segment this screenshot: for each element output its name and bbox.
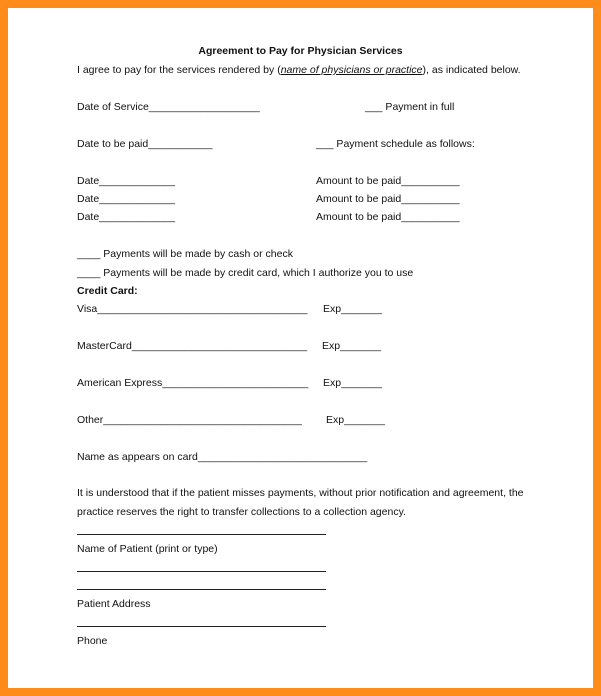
date-of-service-field[interactable]: Date of Service___________________ xyxy=(77,101,260,113)
amex-number-field[interactable]: American Express_________________________ xyxy=(77,377,309,389)
schedule-date-field[interactable]: Date_____________ xyxy=(77,211,176,223)
visa-number-field[interactable]: Visa____________________________________ xyxy=(77,303,308,315)
patient-name-signature-line[interactable] xyxy=(77,534,326,535)
intro-emphasis: name of physicians or practice xyxy=(280,64,423,76)
mastercard-number-field[interactable]: MasterCard______________________________ xyxy=(77,340,308,352)
payment-in-full-option[interactable]: ___ Payment in full xyxy=(365,101,455,113)
schedule-amount-field[interactable]: Amount to be paid__________ xyxy=(316,193,460,205)
name-on-card-field[interactable]: Name as appears on card_____________________________ xyxy=(77,451,368,463)
address-line-1[interactable] xyxy=(77,571,326,572)
intro-after: ), as indicated below. xyxy=(422,64,521,76)
document-page xyxy=(8,8,593,688)
document-title: Agreement to Pay for Physician Services xyxy=(198,45,403,57)
visa-exp-field[interactable]: Exp_______ xyxy=(323,303,382,315)
credit-card-heading: Credit Card: xyxy=(77,285,138,297)
credit-card-option[interactable]: ____ Payments will be made by credit card, which I authorize you to use xyxy=(77,267,414,279)
date-to-be-paid-field[interactable]: Date to be paid___________ xyxy=(77,138,213,150)
schedule-amount-field[interactable]: Amount to be paid__________ xyxy=(316,211,460,223)
schedule-date-field[interactable]: Date_____________ xyxy=(77,175,176,187)
payment-schedule-option[interactable]: ___ Payment schedule as follows: xyxy=(316,138,475,150)
intro-text xyxy=(77,64,521,77)
address-line-2[interactable] xyxy=(77,589,326,590)
amex-exp-field[interactable]: Exp_______ xyxy=(323,377,382,389)
schedule-date-field[interactable]: Date_____________ xyxy=(77,193,176,205)
other-card-number-field[interactable]: Other__________________________________ xyxy=(77,414,302,426)
cash-or-check-option[interactable]: ____ Payments will be made by cash or check xyxy=(77,248,293,260)
understanding-text-line-1: It is understood that if the patient misses payments, without prior notification and agreement, the xyxy=(77,487,524,499)
understanding-text-line-2: practice reserves the right to transfer collections to a collection agency. xyxy=(77,506,406,518)
schedule-amount-field[interactable]: Amount to be paid__________ xyxy=(316,175,460,187)
mastercard-exp-field[interactable]: Exp_______ xyxy=(322,340,381,352)
intro-before: I agree to pay for the services rendered by ( xyxy=(77,64,281,76)
patient-address-label: Patient Address xyxy=(77,598,151,610)
name-of-patient-label: Name of Patient (print or type) xyxy=(77,543,218,555)
phone-line[interactable] xyxy=(77,626,326,627)
other-card-exp-field[interactable]: Exp_______ xyxy=(326,414,385,426)
phone-label: Phone xyxy=(77,635,108,647)
